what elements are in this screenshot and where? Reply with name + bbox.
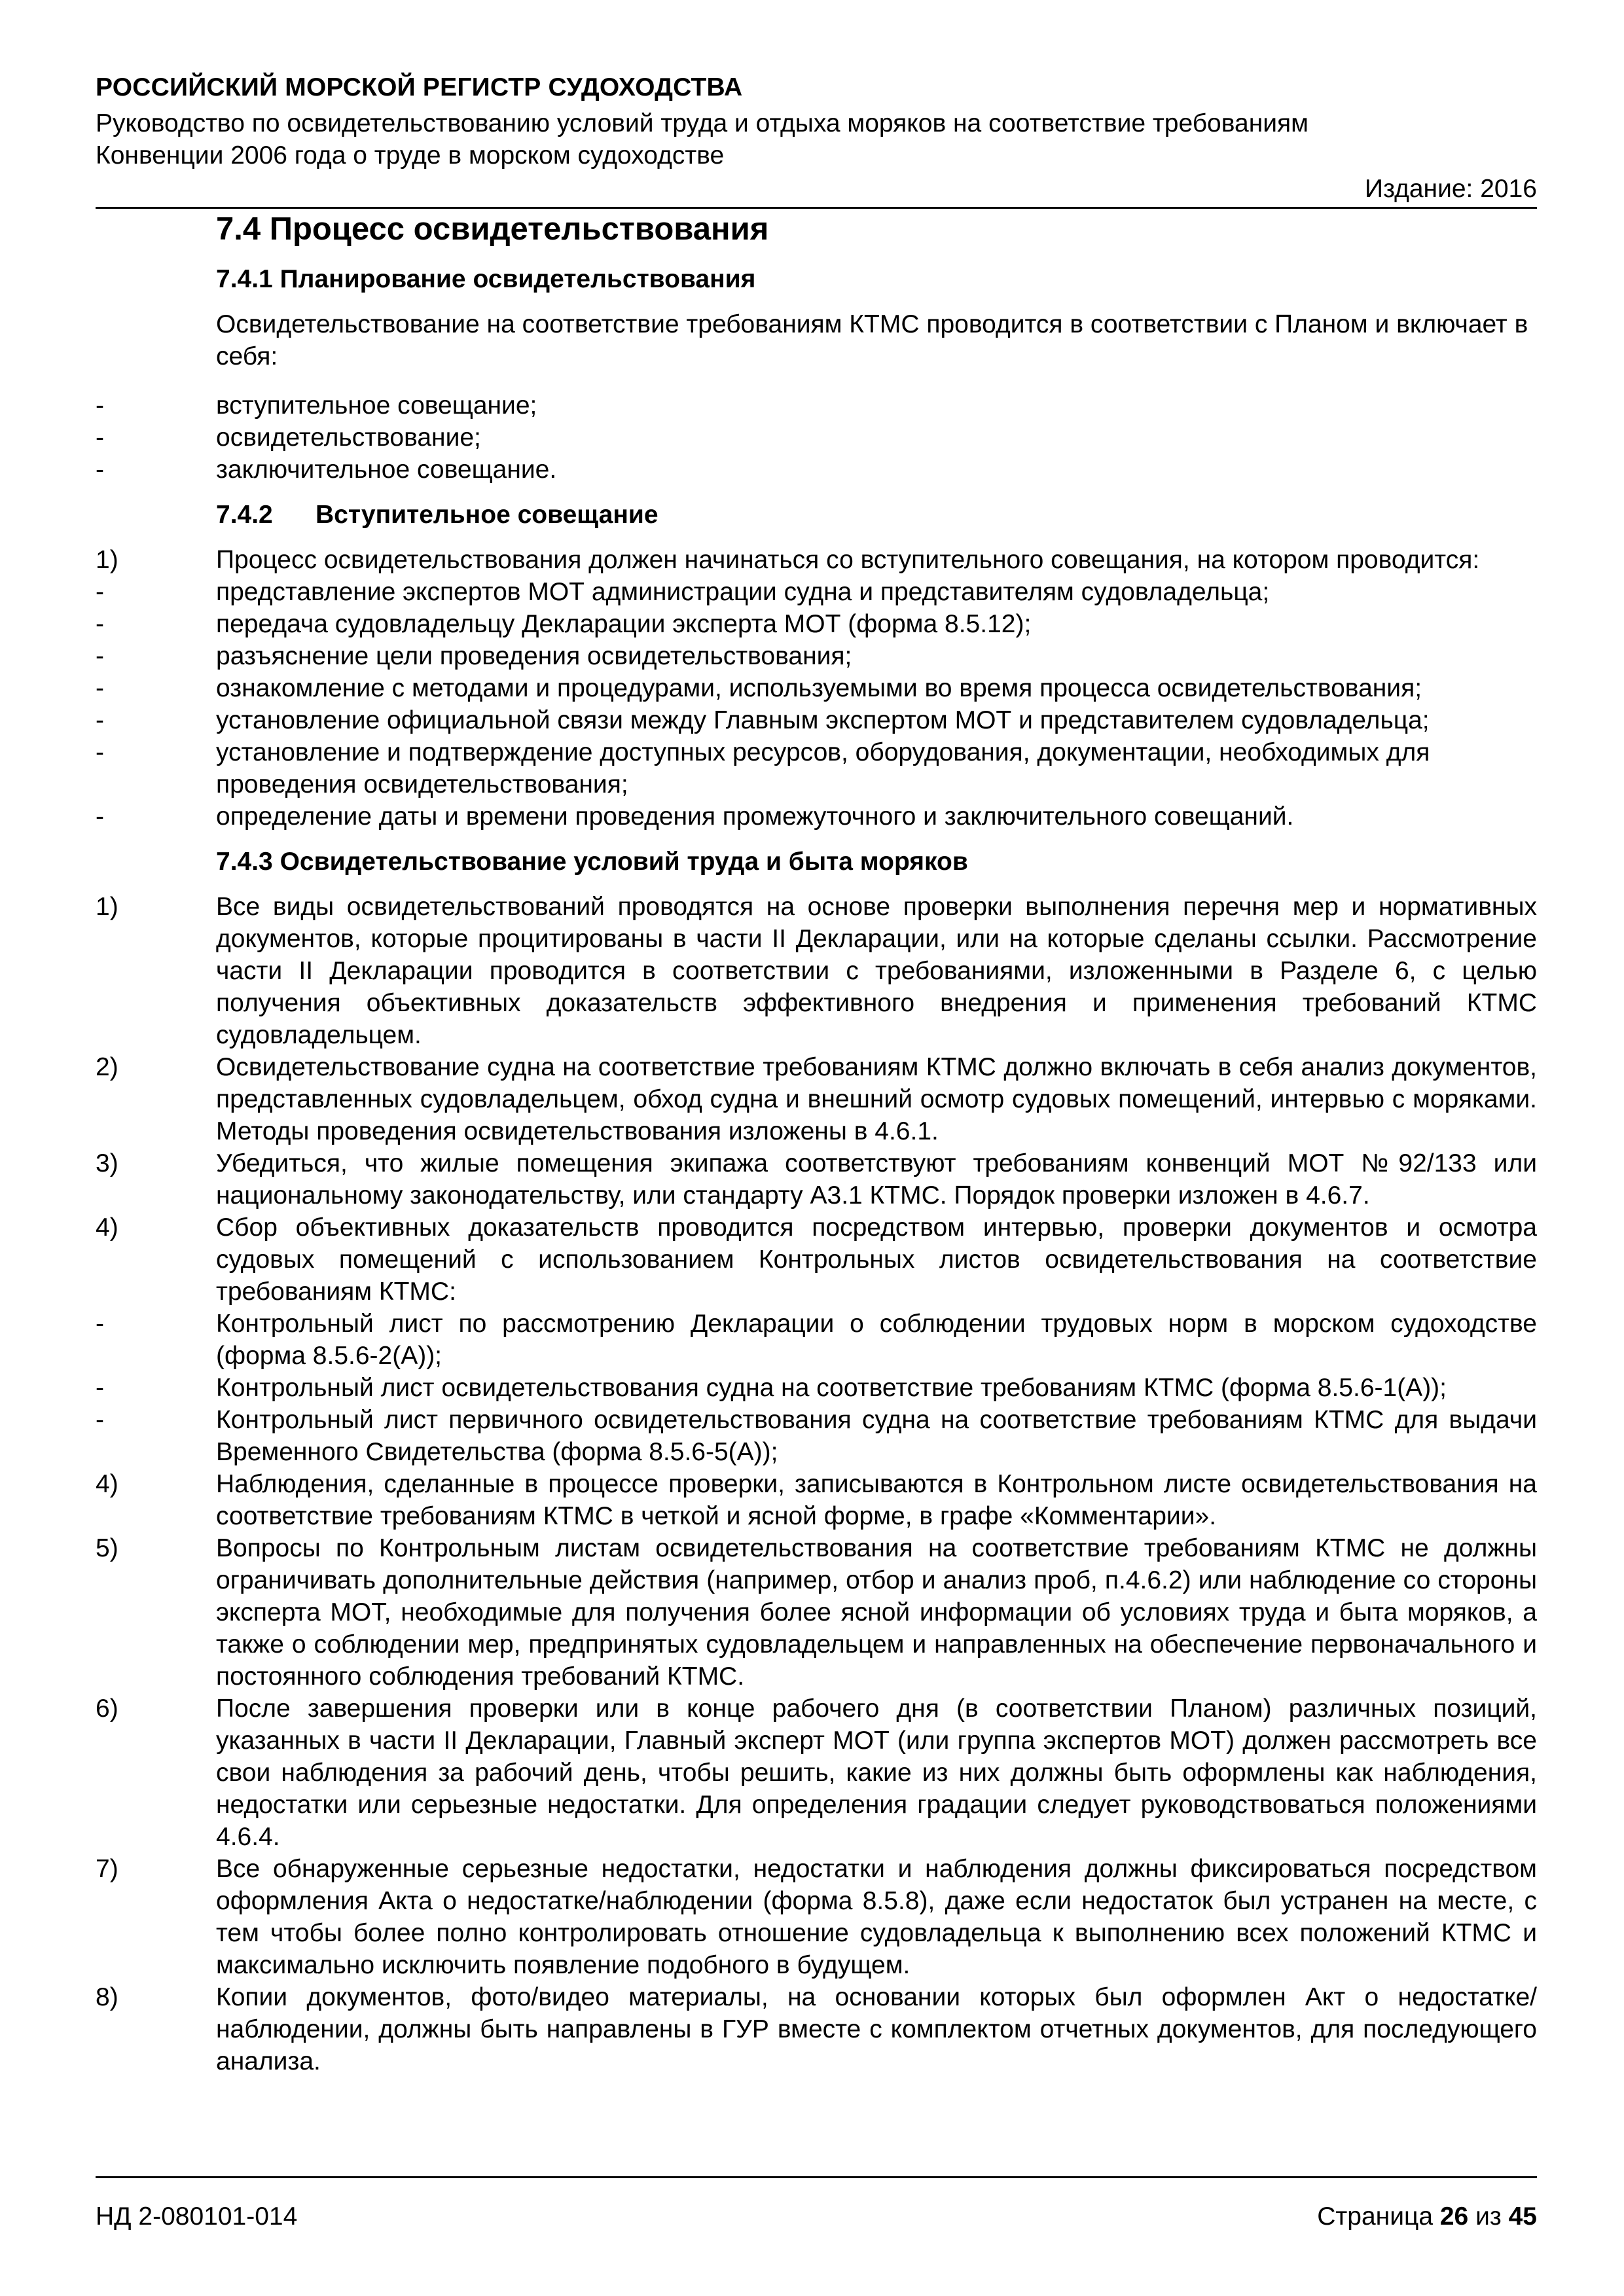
numbered-paragraph: 1) Процесс освидетельствования должен начинаться со вступительного совещания, на котором проводится: [96,546,1480,574]
dash-marker: - [96,391,104,420]
paragraph-intro: Освидетельствование на соответствие требованиям КТМС проводится в соответствии с Планом и включает в себя: [216,310,1528,370]
list-item: - Контрольный лист по рассмотрению Декларации о соблюдении трудовых норм в морском судоходстве (форма 8.5.6-2(А)); [96,1308,1537,1372]
page-label: Страница [1317,2202,1434,2231]
numbered-paragraph: 4) Наблюдения, сделанные в процессе проверки, записываются в Контрольном листе освидетельствования на соответствие требованиям КТМС в четкой и ясной форме, в графе «Комментарии». [96,1470,1537,1530]
dash-marker: - [96,642,104,670]
list-item: - определение даты и времени проведения промежуточного и заключительного совещаний. [96,800,1537,833]
header-organization: РОССИЙСКИЙ МОРСКОЙ РЕГИСТР СУДОХОДСТВА [96,73,743,101]
dash-marker: - [96,706,104,734]
footer-divider [96,2176,1537,2178]
header-subtitle-line2: Конвенции 2006 года о труде в морском судоходстве [96,141,725,170]
dash-marker: - [96,456,104,484]
footer-page-number [1317,2202,1537,2231]
numbered-paragraph: 5) Вопросы по Контрольным листам освидетельствования на соответствие требованиям КТМС не должны ограничивать дополнительные действия (например, отбор и анализ проб, п.4.6.2) или наблюдение со стороны эксперта МОТ, необходимые для получения более ясной информации об условиях труда и быта моряков, а также о соблюдении мер, предпринятых судовладельцем и направленных на обеспечение первоначального и постоянного соблюдения требований КТМС. [96,1534,1537,1691]
page-of-label: из [1475,2202,1502,2231]
plan-list [96,389,1537,486]
header-subtitle [96,107,1536,171]
list-item: - установление официальной связи между Главным экспертом МОТ и представителем судовладельца; [96,704,1537,736]
list-item: - ознакомление с методами и процедурами, используемыми во время процесса освидетельствования; [96,672,1537,704]
heading-text: Вступительное совещание [316,501,659,529]
list-item: - Контрольный лист первичного освидетельствования судна на соответствие требованиям КТМС для выдачи Временного Свидетельства (форма 8.5.6-5(А)); [96,1404,1537,1468]
list-item: - передача судовладельцу Декларации эксперта МОТ (форма 8.5.12); [96,608,1537,640]
list-item: - освидетельствование; [96,422,1537,454]
numbered-paragraph: 4) Сбор объективных доказательств проводится посредством интервью, проверки документов и осмотра судовых помещений с использованием Контрольных листов освидетельствования на соответствие требованиям КТМС: [96,1213,1537,1306]
numbered-paragraph: 2) Освидетельствование судна на соответствие требованиям КТМС должно включать в себя анализ документов, представленных судовладельцем, обход судна и внешний осмотр судовых помещений, интервью с моряками. Методы проведения освидетельствования изложены в 4.6.1. [96,1053,1537,1145]
dash-marker: - [96,610,104,638]
numbered-paragraph: 8) Копии документов, фото/видео материалы, на основании которых был оформлен Акт о недостатке/наблюдении, должны быть направлены в ГУР вместе с комплектом отчетных документов, для последующего анализа. [96,1983,1537,2075]
dash-marker: - [96,578,104,606]
page-current: 26 [1439,2202,1469,2231]
footer-document-number: НД 2-080101-014 [96,2202,298,2231]
numbered-paragraph: 3) Убедиться, что жилые помещения экипажа соответствуют требованиям конвенций МОТ №92/133 или национальному законодательству, или стандарту А3.1 КТМС. Порядок проверки изложен в 4.6.7. [96,1149,1537,1210]
list-item: - заключительное совещание. [96,454,1537,486]
dash-marker: - [96,1310,104,1338]
list-item: - Контрольный лист освидетельствования судна на соответствие требованиям КТМС (форма 8.5.6-1(А)); [96,1372,1537,1404]
dash-marker: - [96,674,104,702]
meeting-list [96,576,1537,833]
numbered-paragraph: 7) Все обнаруженные серьезные недостатки, недостатки и наблюдения должны фиксироваться посредством оформления Акта о недостатке/наблюдении (форма 8.5.8), даже если недостаток был устранен на месте, с тем чтобы более полно контролировать отношение судовладельца к выполнению всех положений КТМС и максимально исключить появление подобного в будущем. [96,1855,1537,1979]
dash-marker: - [96,802,104,831]
list-item: - разъяснение цели проведения освидетельствования; [96,640,1537,672]
subsection-heading-7-4-2 [216,499,1537,531]
page-total: 45 [1508,2202,1537,2231]
dash-marker: - [96,423,104,452]
heading-number: 7.4.2 [216,501,273,529]
subsection-heading-7-4-1: 7.4.1 Планирование освидетельствования [216,265,756,293]
dash-marker: - [96,1406,104,1434]
list-item: - установление и подтверждение доступных ресурсов, оборудования, документации, необходимых для проведения освидетельствования; [96,736,1537,800]
subsection-heading-7-4-3: 7.4.3 Освидетельствование условий труда и быта моряков [216,848,968,876]
main-content [96,208,1537,2077]
header-subtitle-line1: Руководство по освидетельствованию условий труда и отдыха моряков на соответствие требованиям [96,109,1308,137]
dash-marker: - [96,738,104,766]
dash-marker: - [96,1374,104,1402]
list-item: - вступительное совещание; [96,389,1537,422]
numbered-paragraph: 1) Все виды освидетельствований проводятся на основе проверки выполнения перечня мер и нормативных документов, которые процитированы в части II Декларации, или на которые сделаны ссылки. Рассмотрение части II Декларации проводится в соответствии с требованиями, изложенными в Разделе 6, с целью получения объективных доказательств эффективного внедрения и применения требований КТМС судовладельцем. [96,893,1537,1049]
header-edition: Издание: 2016 [1365,175,1537,203]
section-title: 7.4 Процесс освидетельствования [216,211,769,247]
numbered-paragraph: 6) После завершения проверки или в конце рабочего дня (в соответствии Планом) различных позиций, указанных в части II Декларации, Главный эксперт МОТ (или группа экспертов МОТ) должен рассмотреть все свои наблюдения за рабочий день, чтобы решить, какие из них должны быть оформлены как наблюдения, недостатки или серьезные недостатки. Для определения градации следует руководствоваться положениями 4.6.4. [96,1695,1537,1851]
list-item: - представление экспертов МОТ администрации судна и представителям судовладельца; [96,576,1537,608]
